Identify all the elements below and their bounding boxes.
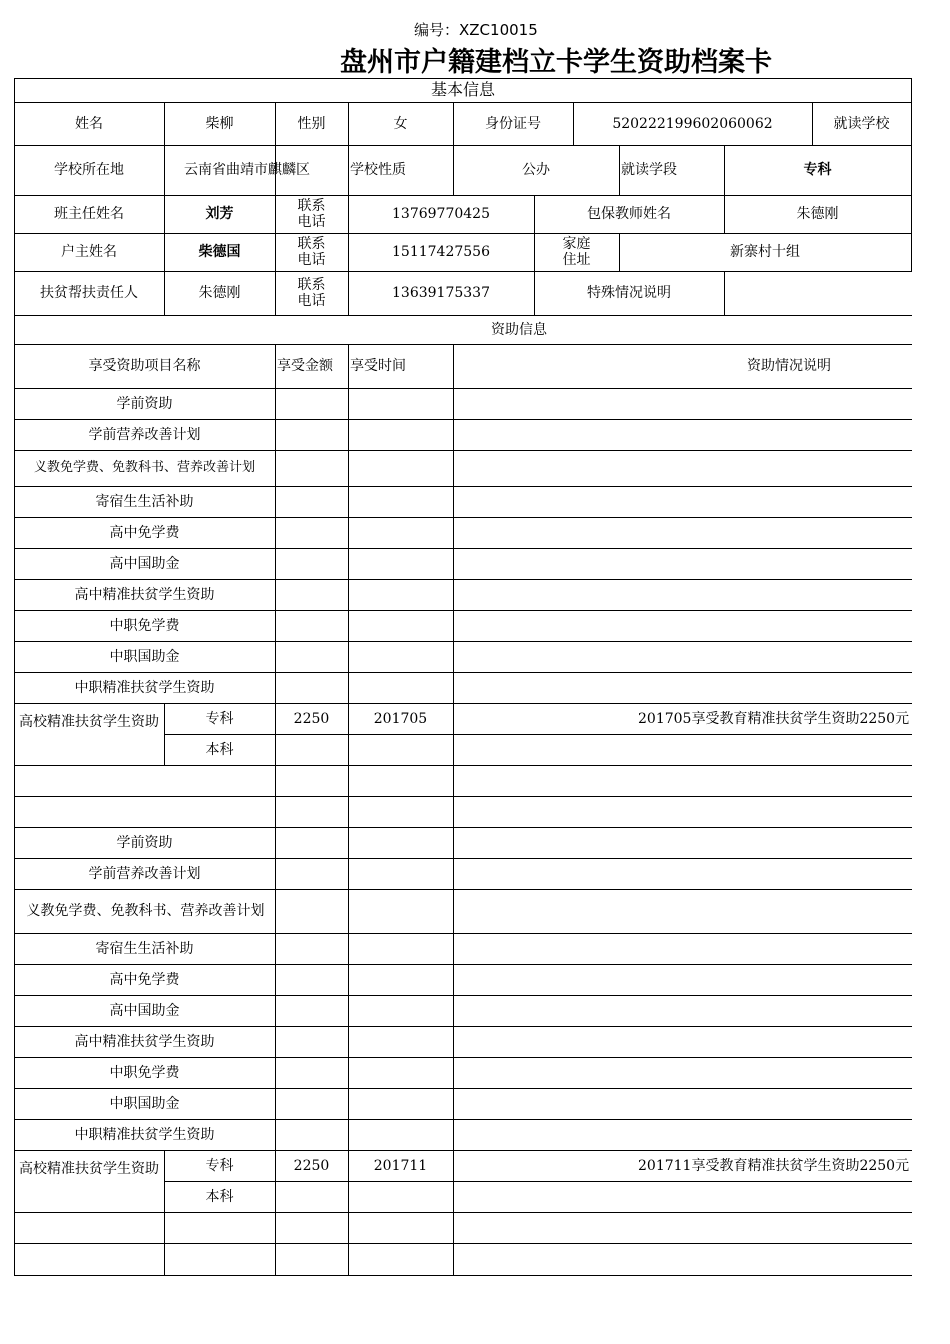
aid-person-label: 扶贫帮扶责任人 [40, 285, 138, 301]
item-row: 高中精准扶贫学生资助 [74, 1033, 215, 1050]
item-row: 中职免学费 [109, 1064, 180, 1081]
householder-phone-label: 联系电话 [297, 236, 326, 268]
junior-college-label: 专科 [205, 1157, 234, 1174]
grid-line [14, 1212, 912, 1213]
col-note-header: 资助情况说明 [747, 358, 831, 374]
special-note-label: 特殊情况说明 [587, 285, 671, 301]
teacher-value: 刘芳 [205, 206, 234, 222]
item-row: 高中免学费 [109, 524, 180, 541]
address-label: 家庭住址 [562, 236, 591, 268]
guarantee-teacher-value: 朱德刚 [796, 206, 839, 222]
id-label: 身份证号 [485, 115, 541, 132]
school-type-value: 公办 [522, 162, 550, 178]
stage-value: 专科 [803, 162, 832, 178]
gender-label: 性别 [297, 115, 326, 132]
item-row: 寄宿生生活补助 [95, 493, 194, 510]
item-row: 中职国助金 [109, 648, 180, 665]
stage-label: 就读学段 [621, 162, 677, 178]
item-row: 学前营养改善计划 [88, 426, 201, 443]
grid-line [164, 1181, 912, 1182]
school-location-value: 云南省曲靖市麒麟区 [184, 162, 310, 178]
teacher-phone-value: 13769770425 [392, 206, 490, 222]
teacher-label: 班主任姓名 [54, 206, 124, 222]
name-label: 姓名 [75, 115, 103, 132]
college-aid-label: 高校精准扶贫学生资助 [19, 714, 159, 730]
school-label: 就读学校 [833, 115, 890, 132]
grid-line [14, 1243, 912, 1244]
item-row: 高中免学费 [109, 971, 180, 988]
aid-phone-value: 13639175337 [392, 285, 490, 301]
item-row: 中职精准扶贫学生资助 [74, 1126, 215, 1143]
block1-note: 201705享受教育精准扶贫学生资助2250元 [638, 710, 910, 727]
guarantee-teacher-label: 包保教师姓名 [587, 206, 671, 222]
college-aid-label: 高校精准扶贫学生资助 [19, 1161, 159, 1177]
block2-time: 201711 [373, 1157, 428, 1174]
item-row: 义教免学费、免教科书、营养改善计划 [26, 903, 265, 919]
block1-amount: 2250 [293, 710, 330, 727]
item-row: 学前营养改善计划 [88, 865, 201, 882]
item-row: 中职国助金 [109, 1095, 180, 1112]
item-row: 寄宿生生活补助 [95, 940, 194, 957]
grid-line [724, 271, 725, 315]
item-row: 学前资助 [116, 834, 173, 851]
section-funding-info: 资助信息 [491, 321, 547, 338]
serial-number: 编号：XZC10015 [414, 21, 538, 39]
grid-line [348, 344, 349, 1276]
address-value: 新寨村十组 [730, 244, 800, 260]
page-title: 盘州市户籍建档立卡学生资助档案卡 [340, 47, 772, 78]
aid-phone-label: 联系电话 [297, 277, 326, 309]
item-row: 高中国助金 [109, 1002, 180, 1019]
grid-line [911, 102, 912, 271]
item-row: 义教免学费、免教科书、营养改善计划 [33, 460, 255, 475]
teacher-phone-label: 联系电话 [297, 198, 326, 230]
block1-time: 201705 [373, 710, 428, 727]
householder-label: 户主姓名 [61, 244, 117, 260]
aid-person-value: 朱德刚 [198, 285, 241, 301]
grid-line [14, 1275, 912, 1276]
id-value: 520222199602060062 [612, 115, 773, 132]
item-row: 高中精准扶贫学生资助 [74, 586, 215, 603]
col-amount-header: 享受金额 [277, 358, 333, 374]
item-row: 学前资助 [116, 395, 173, 412]
col-time-header: 享受时间 [350, 358, 406, 374]
item-row: 高中国助金 [109, 555, 180, 572]
col-item-header: 享受资助项目名称 [88, 358, 201, 374]
item-row: 中职免学费 [109, 617, 180, 634]
school-type-label: 学校性质 [350, 162, 406, 178]
school-location-label: 学校所在地 [54, 162, 124, 178]
item-row: 中职精准扶贫学生资助 [74, 679, 215, 696]
householder-phone-value: 15117427556 [392, 244, 490, 260]
grid-line [14, 796, 912, 797]
grid-line [453, 344, 454, 1276]
grid-line [275, 344, 276, 1276]
section-basic-info: 基本信息 [430, 80, 495, 99]
grid-line [164, 734, 912, 735]
block2-note: 201711享受教育精准扶贫学生资助2250元 [638, 1157, 910, 1174]
householder-value: 柴德国 [198, 244, 241, 260]
bachelor-label: 本科 [205, 741, 234, 758]
junior-college-label: 专科 [205, 710, 234, 727]
block2-amount: 2250 [293, 1157, 330, 1174]
gender-value: 女 [393, 115, 408, 132]
bachelor-label: 本科 [205, 1188, 234, 1205]
name-value: 柴柳 [205, 115, 234, 132]
archive-table [14, 78, 912, 1276]
grid-line [14, 765, 912, 766]
